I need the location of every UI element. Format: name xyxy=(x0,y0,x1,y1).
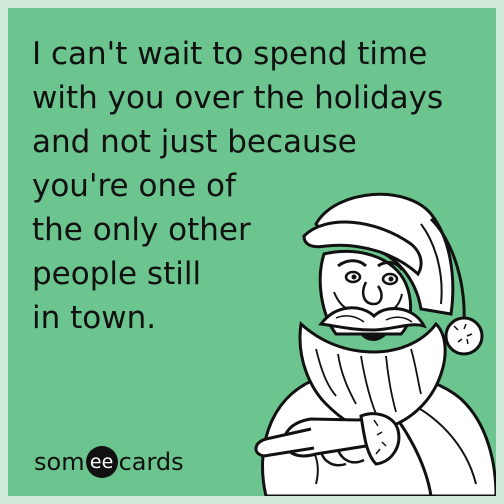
santa-pointing-illustration xyxy=(226,184,496,496)
hat-pompom xyxy=(446,318,482,354)
message-line: and not just because xyxy=(32,124,357,160)
logo-ee-badge: ee xyxy=(86,446,118,478)
message-line: in town. xyxy=(32,300,157,336)
message-line: people still xyxy=(32,256,202,292)
someecards-logo xyxy=(34,444,184,480)
message-line: I can't wait to spend time xyxy=(32,36,428,72)
ecard xyxy=(8,8,496,496)
logo-prefix: som xyxy=(34,448,85,476)
logo-suffix: cards xyxy=(118,448,184,476)
message-line: with you over the holidays xyxy=(32,80,444,116)
message-line: the only other xyxy=(32,212,251,248)
message-line: you're one of xyxy=(32,168,236,204)
